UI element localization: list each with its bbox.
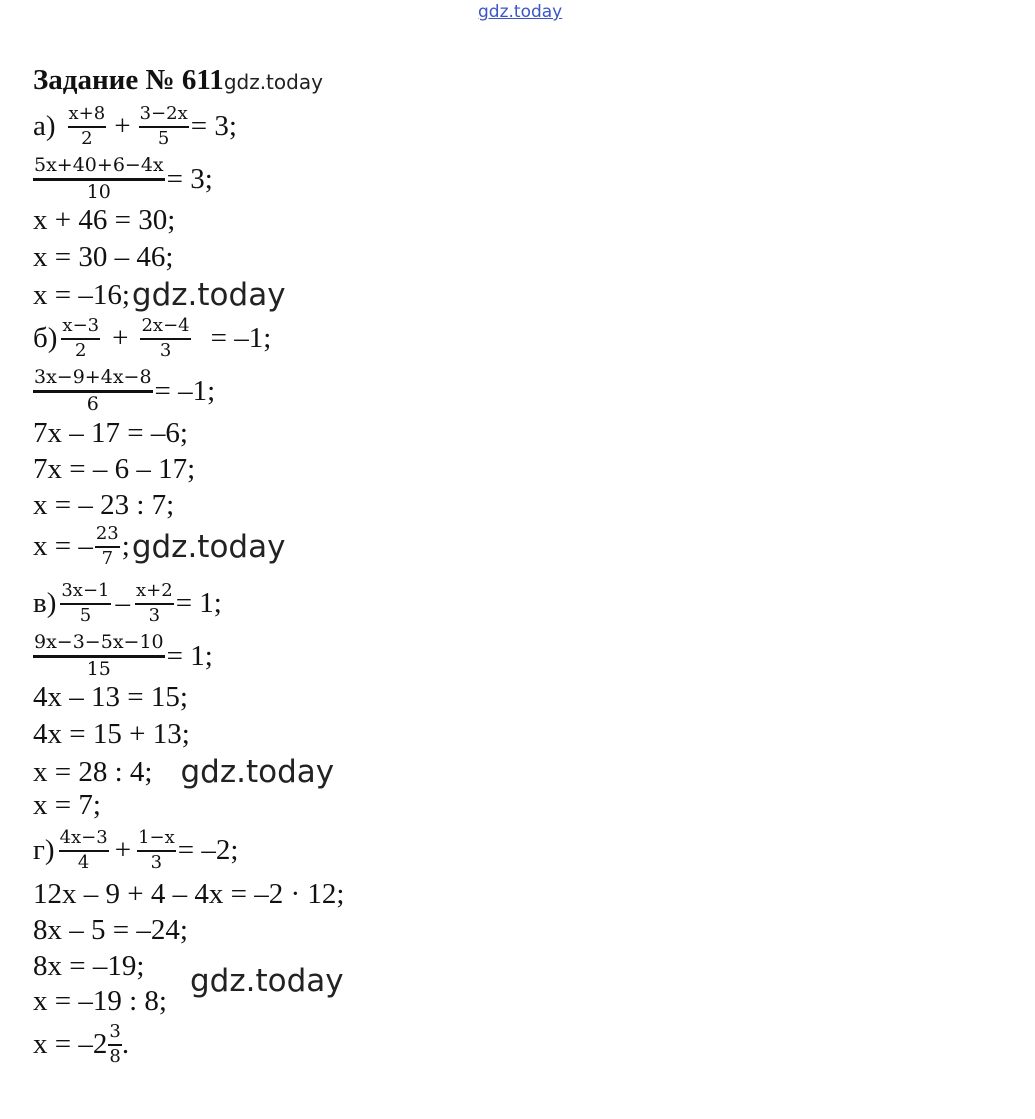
rhs: = –1; bbox=[154, 374, 216, 407]
operator: – bbox=[115, 587, 130, 620]
part-v-step5 bbox=[33, 754, 334, 790]
part-a-step4: x = 30 – 46; bbox=[33, 241, 174, 273]
part-v-equation bbox=[33, 581, 222, 626]
part-g-step5: x = –19 : 8; bbox=[33, 985, 167, 1017]
part-g-step2: 12x – 9 + 4 – 4x = –2 · 12; bbox=[33, 878, 345, 910]
operator: + bbox=[114, 834, 132, 867]
part-v-step3: 4x – 13 = 15; bbox=[33, 681, 188, 713]
task-title-text: Задание № 611 bbox=[33, 64, 224, 96]
watermark-text: gdz.today bbox=[131, 277, 286, 313]
top-watermark: gdz.today bbox=[478, 2, 563, 22]
fraction bbox=[139, 104, 189, 149]
numerator: 3x−9+4x−8 bbox=[33, 367, 153, 393]
part-b-step2 bbox=[33, 367, 215, 416]
fraction bbox=[33, 367, 153, 416]
rhs: = 1; bbox=[166, 639, 213, 672]
denominator: 15 bbox=[86, 657, 111, 680]
rhs: = –1; bbox=[210, 322, 272, 355]
part-g-step4: 8x = –19; bbox=[33, 950, 145, 982]
part-b-equation bbox=[33, 316, 271, 361]
denominator: 7 bbox=[101, 547, 114, 569]
part-g-equation bbox=[33, 828, 238, 873]
fraction bbox=[33, 155, 165, 204]
part-v-step4: 4x = 15 + 13; bbox=[33, 718, 190, 750]
part-b-step4: 7x = – 6 – 17; bbox=[33, 453, 196, 485]
part-a-label: а) bbox=[33, 110, 56, 143]
numerator: x+8 bbox=[68, 104, 107, 128]
fraction bbox=[60, 581, 110, 626]
denominator: 6 bbox=[86, 392, 99, 415]
part-b-answer bbox=[33, 524, 285, 569]
fraction bbox=[33, 632, 165, 681]
fraction bbox=[108, 1022, 121, 1067]
fraction bbox=[140, 316, 190, 361]
numerator: 3x−1 bbox=[60, 581, 110, 605]
denominator: 3 bbox=[159, 339, 172, 361]
part-a-equation bbox=[33, 104, 237, 149]
numerator: 9x−3−5x−10 bbox=[33, 632, 165, 658]
fraction bbox=[95, 524, 120, 569]
part-b-step3: 7x – 17 = –6; bbox=[33, 417, 188, 449]
answer-text: x = –16; bbox=[33, 278, 130, 311]
denominator: 4 bbox=[77, 851, 90, 873]
title-watermark: gdz.today bbox=[223, 70, 323, 94]
part-v-label: в) bbox=[33, 587, 57, 620]
denominator: 8 bbox=[109, 1045, 121, 1067]
watermark-text: gdz.today bbox=[180, 754, 335, 790]
denominator: 3 bbox=[148, 604, 161, 626]
numerator: x−3 bbox=[61, 316, 100, 340]
fraction bbox=[68, 104, 107, 149]
watermark-text: gdz.today bbox=[190, 963, 344, 999]
part-g-label: г) bbox=[33, 834, 55, 867]
part-a-answer bbox=[33, 277, 286, 313]
part-b-label: б) bbox=[33, 322, 58, 355]
part-v-answer: x = 7; bbox=[33, 789, 101, 821]
fraction bbox=[135, 581, 174, 626]
answer-suffix: ; bbox=[121, 530, 130, 563]
answer-prefix: x = – bbox=[33, 530, 93, 563]
answer-prefix: x = –2 bbox=[33, 1028, 108, 1061]
part-v-step2 bbox=[33, 632, 213, 681]
part-a-step2 bbox=[33, 155, 213, 204]
denominator: 10 bbox=[86, 180, 111, 203]
rhs: = 3; bbox=[166, 162, 213, 195]
denominator: 2 bbox=[75, 339, 87, 361]
fraction bbox=[137, 828, 176, 873]
numerator: 23 bbox=[95, 524, 120, 548]
step-text: x = 28 : 4; bbox=[33, 755, 153, 788]
rhs: = –2; bbox=[177, 834, 239, 867]
rhs: = 3; bbox=[190, 110, 237, 143]
operator: + bbox=[112, 322, 129, 355]
numerator: 3 bbox=[108, 1022, 121, 1046]
numerator: x+2 bbox=[135, 581, 174, 605]
part-a-step3: x + 46 = 30; bbox=[33, 204, 176, 236]
part-g-step3: 8x – 5 = –24; bbox=[33, 914, 188, 946]
watermark-text: gdz.today bbox=[131, 528, 286, 565]
denominator: 2 bbox=[81, 127, 93, 149]
operator: + bbox=[114, 110, 131, 143]
denominator: 5 bbox=[79, 604, 92, 626]
numerator: 4x−3 bbox=[59, 828, 109, 852]
denominator: 5 bbox=[157, 127, 170, 149]
rhs: = 1; bbox=[175, 587, 222, 620]
fraction bbox=[61, 316, 100, 361]
fraction bbox=[59, 828, 109, 873]
denominator: 3 bbox=[150, 851, 163, 873]
part-b-step5: x = – 23 : 7; bbox=[33, 489, 175, 521]
answer-suffix: . bbox=[121, 1028, 130, 1061]
task-title bbox=[33, 64, 323, 97]
part-g-answer bbox=[33, 1022, 129, 1067]
numerator: 3−2x bbox=[139, 104, 189, 128]
numerator: 1−x bbox=[137, 828, 176, 852]
numerator: 2x−4 bbox=[140, 316, 190, 340]
numerator: 5x+40+6−4x bbox=[33, 155, 165, 181]
